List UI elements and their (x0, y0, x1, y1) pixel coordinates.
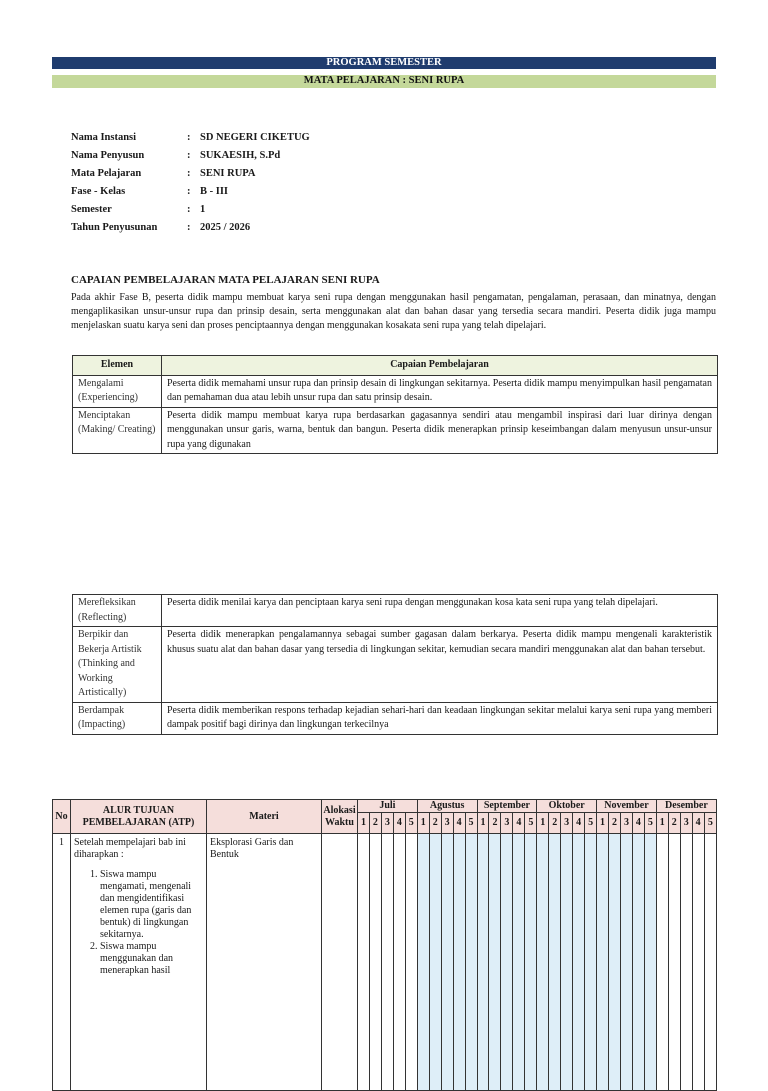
week-header: 4 (513, 813, 525, 834)
no-header: No (53, 800, 71, 834)
elemen-cell: Menciptakan (Making/ Creating) (73, 407, 162, 454)
info-label: Nama Penyusun (71, 149, 145, 161)
week-header: 5 (405, 813, 417, 834)
week-header: 1 (656, 813, 668, 834)
week-cell (632, 834, 644, 1091)
elemen-header: Elemen (73, 356, 162, 376)
capaian-title: CAPAIAN PEMBELAJARAN MATA PELAJARAN SENI RUPA (71, 274, 380, 286)
week-cell (620, 834, 632, 1091)
materi-header: Materi (207, 800, 322, 834)
week-cell (453, 834, 465, 1091)
week-cell (477, 834, 489, 1091)
week-header: 4 (453, 813, 465, 834)
week-cell (692, 834, 704, 1091)
info-row (71, 164, 310, 182)
week-cell (513, 834, 525, 1091)
week-cell (489, 834, 501, 1091)
info-value: SD NEGERI CIKETUG (200, 131, 310, 143)
week-cell (537, 834, 549, 1091)
month-header: September (477, 800, 537, 813)
info-colon: : (187, 185, 191, 197)
elemen-row (73, 595, 718, 627)
info-value: SUKAESIH, S.Pd (200, 149, 281, 161)
info-value: B - III (200, 185, 229, 197)
info-colon: : (187, 149, 191, 161)
month-header: November (597, 800, 657, 813)
week-cell (381, 834, 393, 1091)
subject-banner: MATA PELAJARAN : SENI RUPA (52, 75, 716, 88)
page-title: PROGRAM SEMESTER (52, 57, 716, 69)
week-cell (465, 834, 477, 1091)
info-label: Tahun Penyusunan (71, 221, 158, 233)
week-cell (668, 834, 680, 1091)
atp-list-item: 1. Siswa mampu mengamati, mengenali dan mengidentifikasi elemen rupa (garis dan bentuk) di lingkungan sekitarnya. (100, 869, 203, 941)
info-value: 1 (200, 203, 206, 215)
info-colon: : (187, 131, 191, 143)
week-header: 5 (704, 813, 716, 834)
week-header: 3 (441, 813, 453, 834)
week-header: 5 (585, 813, 597, 834)
week-header: 4 (692, 813, 704, 834)
atp-list (74, 869, 203, 977)
week-header: 3 (381, 813, 393, 834)
week-header: 3 (501, 813, 513, 834)
week-header: 3 (561, 813, 573, 834)
identity-block (71, 128, 310, 236)
info-value: SENI RUPA (200, 167, 256, 179)
info-label: Semester (71, 203, 112, 215)
week-cell (393, 834, 405, 1091)
elemen-row (73, 702, 718, 734)
month-header: Juli (358, 800, 418, 813)
info-row (71, 128, 310, 146)
week-cell (525, 834, 537, 1091)
info-row (71, 182, 310, 200)
capaian-header: Capaian Pembelajaran (162, 356, 718, 376)
elemen-table-continued (72, 594, 718, 735)
week-header: 1 (417, 813, 429, 834)
week-cell (429, 834, 441, 1091)
week-cell (704, 834, 716, 1091)
info-row (71, 218, 310, 236)
elemen-cell: Merefleksikan (Reflecting) (73, 595, 162, 627)
week-header: 5 (525, 813, 537, 834)
week-cell (441, 834, 453, 1091)
week-cell (656, 834, 668, 1091)
week-header: 4 (632, 813, 644, 834)
info-label: Mata Pelajaran (71, 167, 142, 179)
capaian-cell: Peserta didik menilai karya dan penciptaan karya seni rupa dengan menggunakan kosa kata seni rupa yang telah dipelajari. (162, 595, 718, 627)
week-cell (358, 834, 370, 1091)
capaian-cell: Peserta didik menerapkan pengalamannya sebagai sumber gagasan dalam berkarya. Peserta didik mampu mengenali karakteristik khusus suatu alat dan bahan dasar yang tersedia di lingkungan sekitar, kemudian secara mandiri menggunakan alat dan bahan tersebut. (162, 627, 718, 703)
week-header: 2 (369, 813, 381, 834)
month-header: Oktober (537, 800, 597, 813)
atp-row (53, 834, 717, 1091)
week-header: 2 (429, 813, 441, 834)
capaian-cell: Peserta didik memberikan respons terhadap kejadian sehari-hari dan keadaan lingkungan sekitar melalui karya seni rupa yang memberi dampak positif bagi dirinya dan lingkungan terkecilnya (162, 702, 718, 734)
elemen-row (73, 627, 718, 703)
week-header: 1 (597, 813, 609, 834)
week-header: 2 (668, 813, 680, 834)
elemen-cell: Mengalami (Experiencing) (73, 375, 162, 407)
week-cell (417, 834, 429, 1091)
elemen-row (73, 375, 718, 407)
alokasi-cell (322, 834, 358, 1091)
alokasi-header: Alokasi Waktu (322, 800, 358, 834)
week-cell (501, 834, 513, 1091)
week-header: 2 (489, 813, 501, 834)
capaian-body: Pada akhir Fase B, peserta didik mampu membuat karya seni rupa dengan menggunakan hasil pengamatan, pengalaman, perasaan, dan minatnya, dengan mengaplikasikan unsur-unsur rupa dan prinsip desain, serta menggunakan alat dan bahan dasar yang tersedia secara mandiri. Peserta didik juga mampu menjelaskan suatu karya seni dan proses penciptaannya dengan menggunakan kosakata seni rupa yang telah dipelajari. (71, 292, 716, 331)
info-colon: : (187, 221, 191, 233)
week-header: 5 (644, 813, 656, 834)
info-label: Nama Instansi (71, 131, 137, 143)
elemen-cell: Berpikir dan Bekerja Artistik (Thinking and Working Artistically) (73, 627, 162, 703)
info-row (71, 146, 310, 164)
row-number: 1 (53, 834, 71, 1091)
week-header: 2 (549, 813, 561, 834)
week-header: 1 (537, 813, 549, 834)
elemen-cell: Berdampak (Impacting) (73, 702, 162, 734)
week-cell (609, 834, 621, 1091)
week-cell (549, 834, 561, 1091)
month-header: Desember (656, 800, 716, 813)
capaian-cell: Peserta didik mampu membuat karya rupa berdasarkan gagasannya sendiri atau mengambil inspirasi dari luar dirinya dengan menggunakan unsur garis, warna, bentuk dan bangun. Peserta didik menerapkan prinsip keseimbangan dalam menyusun unsur-unsur rupa yang digunakan (162, 407, 718, 454)
week-header: 5 (465, 813, 477, 834)
atp-header: ALUR TUJUAN PEMBELAJARAN (ATP) (71, 800, 207, 834)
info-row (71, 200, 310, 218)
atp-list-item: 2. Siswa mampu menggunakan dan menerapkan hasil (100, 941, 203, 977)
week-cell (573, 834, 585, 1091)
week-header: 4 (393, 813, 405, 834)
week-header: 4 (573, 813, 585, 834)
week-header: 3 (620, 813, 632, 834)
week-cell (680, 834, 692, 1091)
info-value: 2025 / 2026 (200, 221, 251, 233)
week-cell (561, 834, 573, 1091)
week-cell (597, 834, 609, 1091)
atp-intro: Setelah mempelajari bab ini diharapkan : (74, 837, 186, 860)
capaian-cell: Peserta didik memahami unsur rupa dan prinsip desain di lingkungan sekitarnya. Peserta didik mampu menyimpulkan hasil pengamatan dan pemahaman dua atau lebih unsur rupa dan satu prinsip desain. (162, 375, 718, 407)
info-colon: : (187, 203, 191, 215)
elemen-table (72, 355, 718, 454)
atp-cell (71, 834, 207, 1091)
materi-cell: Eksplorasi Garis dan Bentuk (207, 834, 322, 1091)
week-header: 3 (680, 813, 692, 834)
week-cell (405, 834, 417, 1091)
info-colon: : (187, 167, 191, 179)
info-label: Fase - Kelas (71, 185, 126, 197)
atp-table (52, 799, 717, 1091)
week-header: 1 (358, 813, 370, 834)
month-header: Agustus (417, 800, 477, 813)
week-cell (585, 834, 597, 1091)
week-header: 1 (477, 813, 489, 834)
week-header: 2 (609, 813, 621, 834)
week-cell (644, 834, 656, 1091)
week-cell (369, 834, 381, 1091)
elemen-row (73, 407, 718, 454)
